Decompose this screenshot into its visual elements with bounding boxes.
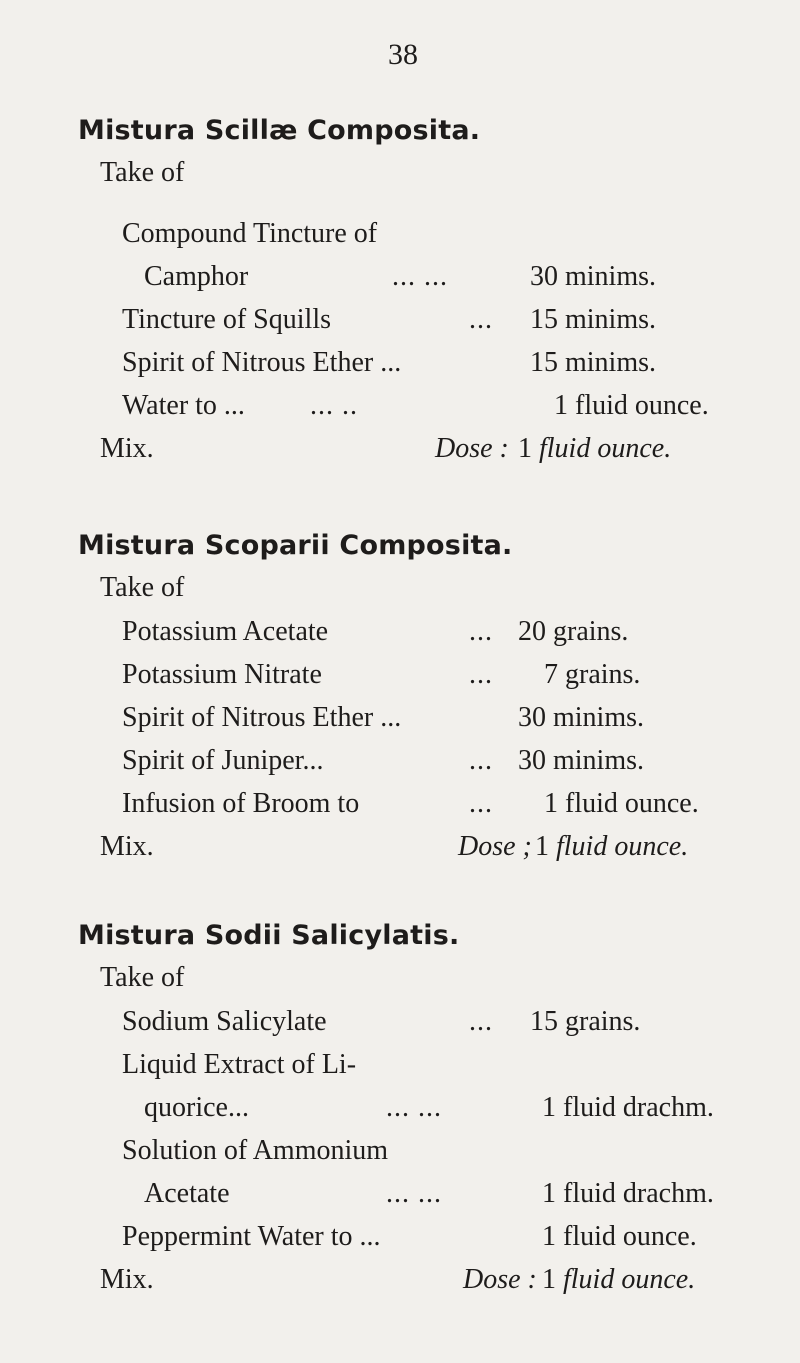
ingredient-row	[78, 390, 778, 426]
leader-dots: ...	[469, 745, 493, 776]
ingredient-row	[78, 304, 778, 340]
leader-dots: ...	[469, 616, 493, 647]
take-of-label: Take of	[100, 157, 185, 188]
ingredient-name: Potassium Nitrate	[122, 659, 322, 690]
recipe-title: Mistura Scoparii Composita.	[78, 530, 513, 561]
leader-dots: ...	[469, 788, 493, 819]
ingredient-name: Camphor	[144, 261, 249, 292]
ingredient-row	[78, 616, 778, 652]
dose-number: 1	[542, 1264, 556, 1295]
ingredient-row	[78, 261, 778, 297]
mix-label: Mix.	[100, 1264, 154, 1295]
ingredient-quantity: 7 grains.	[544, 659, 641, 690]
ingredient-row	[78, 788, 778, 824]
leader-dots: ... ...	[386, 1092, 442, 1123]
ingredient-row	[78, 218, 778, 254]
ingredient-row	[78, 1092, 778, 1128]
ingredient-quantity: 1 fluid drachm.	[542, 1178, 714, 1209]
ingredient-quantity: 30 minims.	[518, 702, 645, 733]
dose-quantity	[542, 1264, 695, 1296]
dose-label: Dose :	[463, 1264, 537, 1295]
ingredient-name: Acetate	[144, 1178, 230, 1209]
dose-quantity	[535, 831, 688, 863]
take-of-label: Take of	[100, 962, 185, 993]
leader-dots: ... ...	[392, 261, 448, 292]
dose-label: Dose :	[435, 433, 509, 464]
ingredient-name: Water to ...	[122, 390, 245, 421]
dose-number: 1	[535, 831, 549, 862]
leader-dots: ... ..	[310, 390, 358, 421]
take-of-label: Take of	[100, 572, 185, 603]
leader-dots: ...	[469, 1006, 493, 1037]
ingredient-row	[78, 702, 778, 738]
ingredient-row	[78, 659, 778, 695]
ingredient-row	[78, 1135, 778, 1171]
dose-row	[78, 1264, 778, 1300]
ingredient-name: Spirit of Nitrous Ether ...	[122, 702, 402, 733]
ingredient-quantity: 30 minims.	[530, 261, 657, 292]
ingredient-quantity: 1 fluid ounce.	[544, 788, 699, 819]
leader-dots: ... ...	[386, 1178, 442, 1209]
ingredient-quantity: 1 fluid drachm.	[542, 1092, 714, 1123]
ingredient-quantity: 15 minims.	[530, 347, 657, 378]
ingredient-quantity: 1 fluid ounce.	[554, 390, 709, 421]
leader-dots: ...	[469, 304, 493, 335]
dose-quantity	[518, 433, 671, 465]
ingredient-quantity: 15 minims.	[530, 304, 657, 335]
ingredient-name: Solution of Ammonium	[122, 1135, 389, 1166]
dose-unit: fluid ounce.	[563, 1264, 696, 1295]
leader-dots: ...	[469, 659, 493, 690]
ingredient-row	[78, 1178, 778, 1214]
mix-label: Mix.	[100, 831, 154, 862]
dose-row	[78, 831, 778, 867]
dose-label: Dose ;	[458, 831, 532, 862]
recipe-title: Mistura Scillæ Composita.	[78, 115, 481, 146]
ingredient-row	[78, 1049, 778, 1085]
ingredient-row	[78, 347, 778, 383]
ingredient-name: Infusion of Broom to	[122, 788, 360, 819]
ingredient-row	[78, 1006, 778, 1042]
ingredient-name: quorice...	[144, 1092, 249, 1123]
ingredient-row	[78, 745, 778, 781]
ingredient-name: Liquid Extract of Li-	[122, 1049, 357, 1080]
ingredient-name: Peppermint Water to ...	[122, 1221, 381, 1252]
ingredient-name: Spirit of Juniper...	[122, 745, 324, 776]
mix-label: Mix.	[100, 433, 154, 464]
ingredient-name: Spirit of Nitrous Ether ...	[122, 347, 402, 378]
ingredient-name: Sodium Salicylate	[122, 1006, 327, 1037]
dose-unit: fluid ounce.	[556, 831, 689, 862]
dose-number: 1	[518, 433, 532, 464]
ingredient-quantity: 20 grains.	[518, 616, 629, 647]
ingredient-quantity: 1 fluid ounce.	[542, 1221, 697, 1252]
ingredient-quantity: 15 grains.	[530, 1006, 641, 1037]
ingredient-name: Tincture of Squills	[122, 304, 331, 335]
ingredient-row	[78, 1221, 778, 1257]
recipe-title: Mistura Sodii Salicylatis.	[78, 920, 460, 951]
dose-row	[78, 433, 778, 469]
ingredient-name: Potassium Acetate	[122, 616, 329, 647]
ingredient-quantity: 30 minims.	[518, 745, 645, 776]
dose-unit: fluid ounce.	[539, 433, 672, 464]
ingredient-name: Compound Tincture of	[122, 218, 378, 249]
page-number: 38	[388, 38, 418, 71]
